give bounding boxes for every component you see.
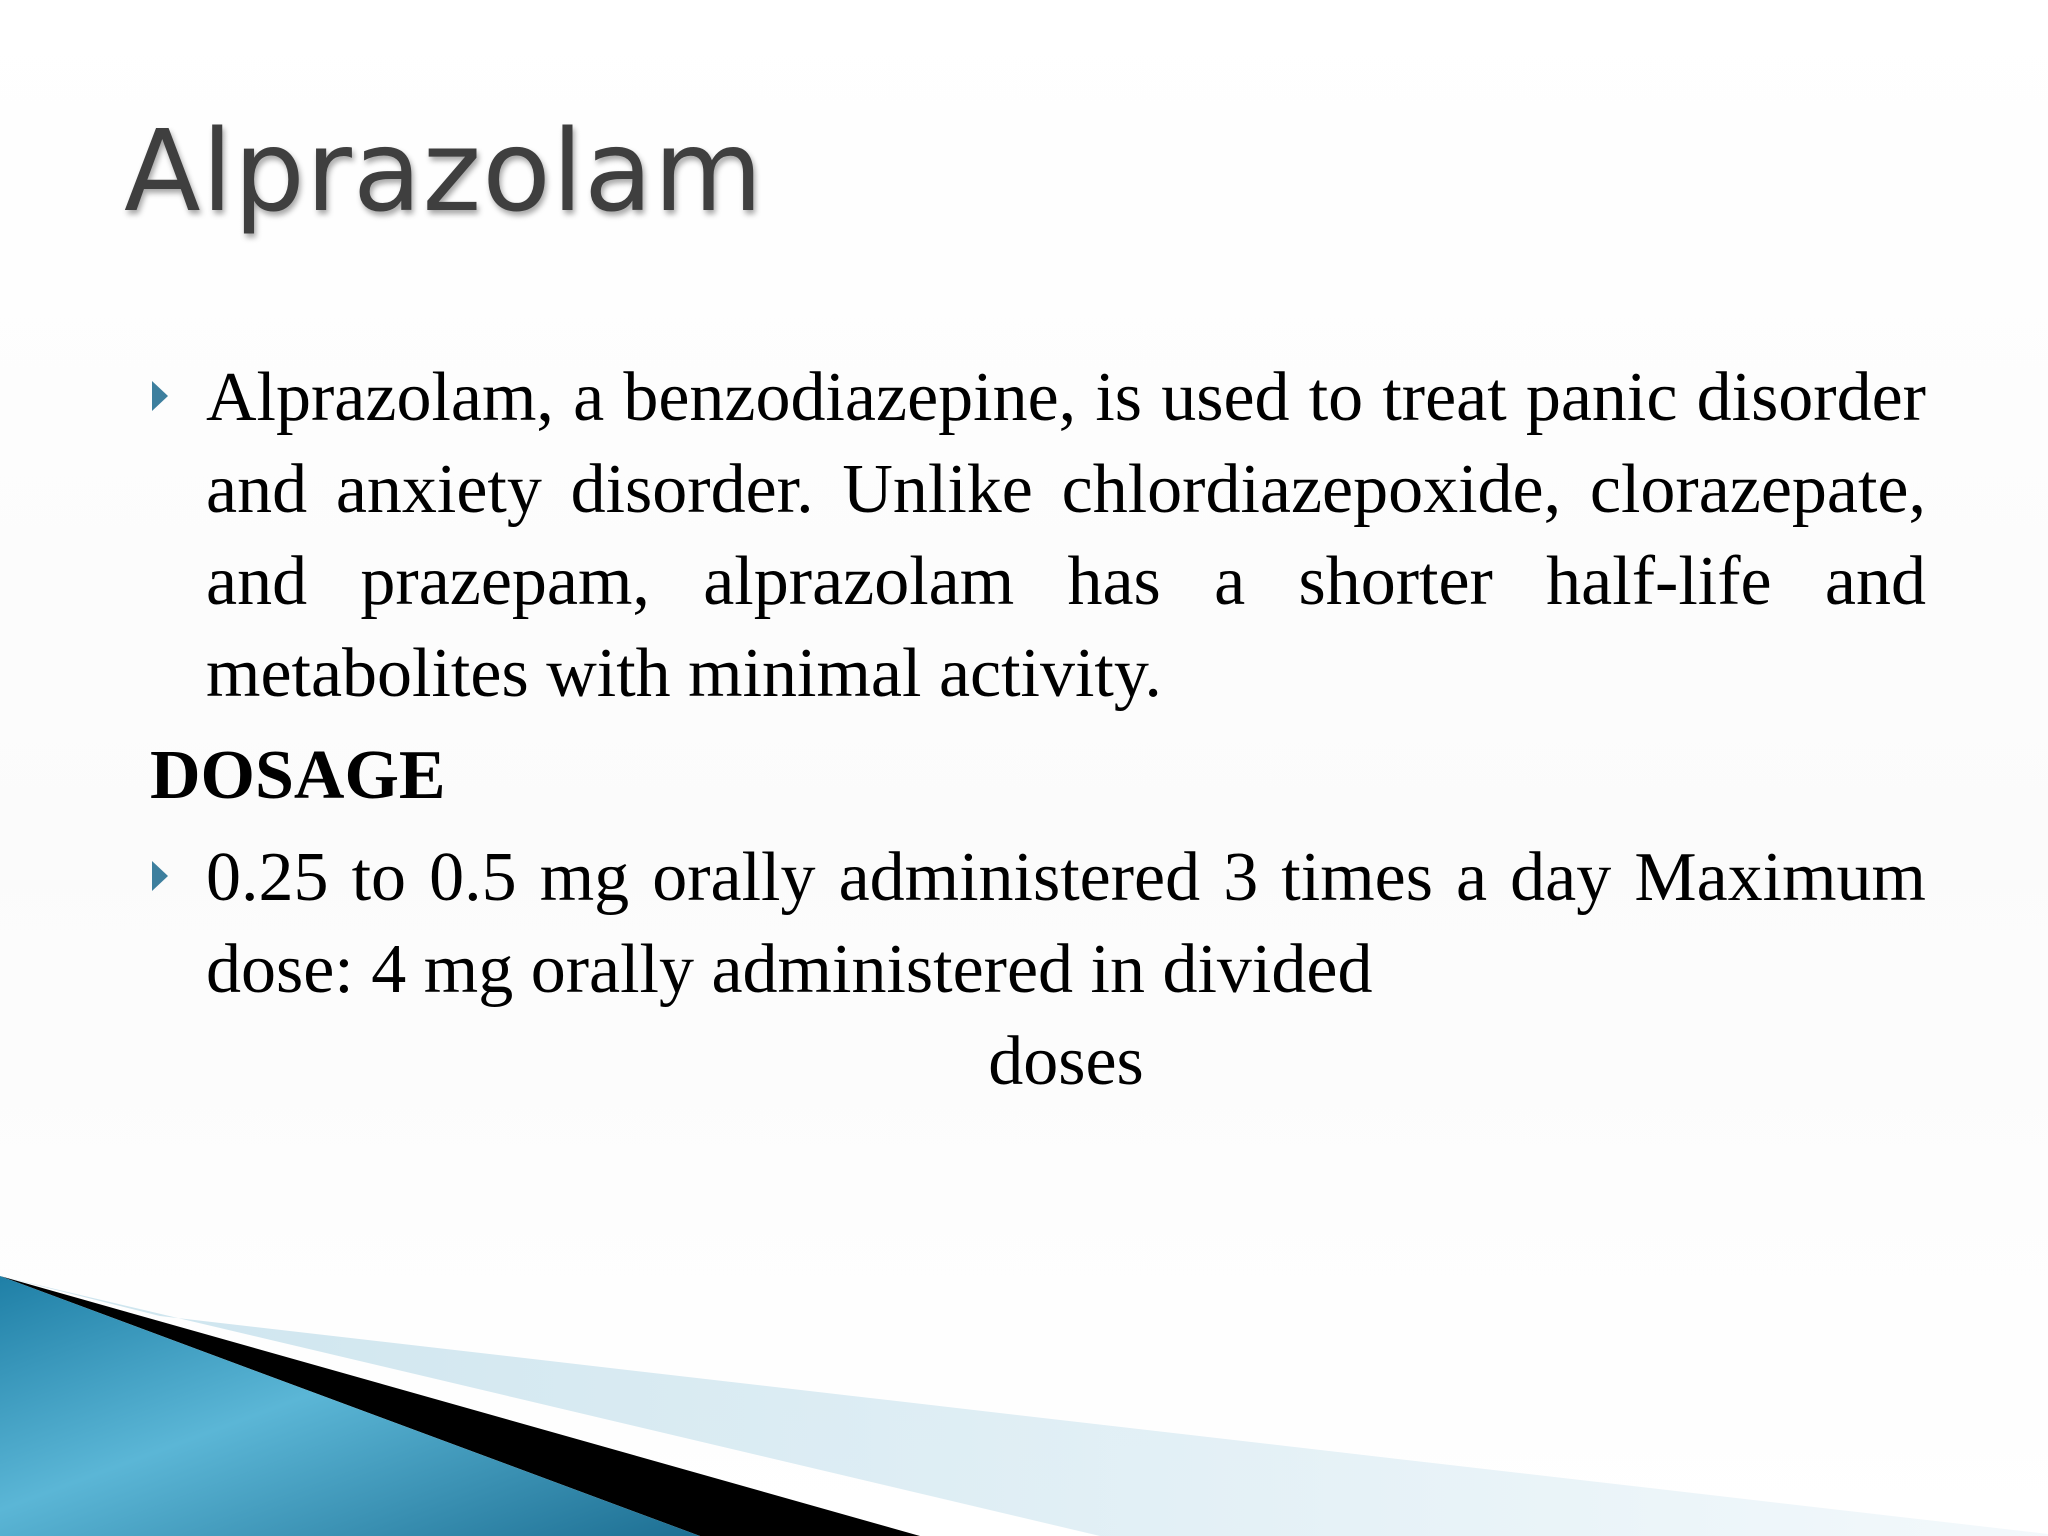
triangle-bullet-icon: [152, 861, 168, 891]
bullet-item-description: [150, 352, 1926, 720]
slide-title: Alprazolam: [124, 107, 764, 237]
triangle-bullet-icon: [152, 381, 168, 411]
slide-corner-decoration: [0, 1276, 2048, 1536]
bullet-text-dosage: 0.25 to 0.5 mg orally administered 3 times a day Maximum dose: 4 mg orally administered in divided: [206, 839, 1926, 1008]
section-heading-dosage: DOSAGE: [150, 737, 446, 814]
bullet-text-description: Alprazolam, a benzodiazepine, is used to treat panic disorder and anxiety disorder. Unlike chlordiazepoxide, clorazepate, and prazepam, alprazolam has a shorter half-life and metabolites with minimal activity.: [206, 359, 1926, 712]
bullet-item-dosage: [150, 832, 1926, 1108]
bullet-text-dosage-end: doses: [988, 1023, 1144, 1100]
slide-body: [150, 352, 1926, 1108]
